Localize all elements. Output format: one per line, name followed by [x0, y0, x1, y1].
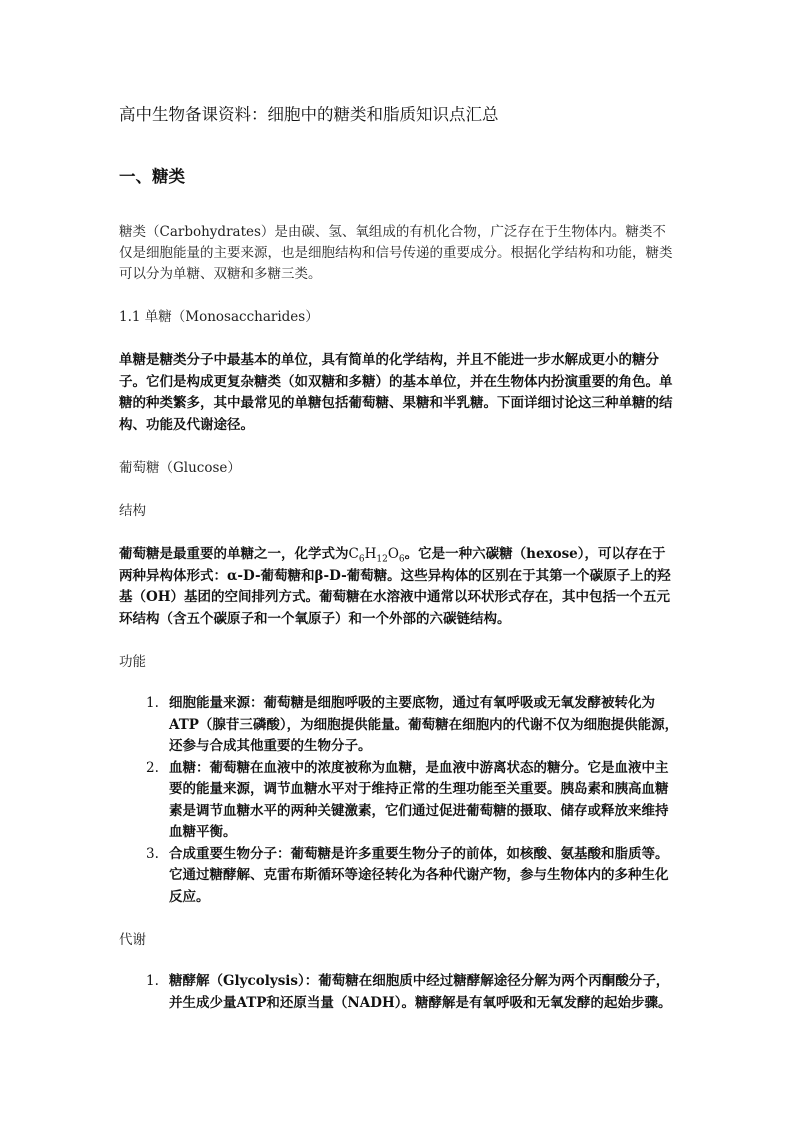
structure-label: 结构 [119, 503, 146, 519]
formula-c-sub: 6 [358, 554, 365, 565]
formula-c: C [348, 546, 359, 562]
list-item-text: 糖酵解（Glycolysis）：葡萄糖在细胞质中经过糖酵解途径分解为两个丙酮酸分子，并生成少量ATP和还原当量（NADH）。糖酵解是有氧呼吸和无氧发酵的起始步骤。 [169, 973, 672, 1011]
formula-o: O [387, 546, 399, 562]
list-number: 2. [146, 759, 159, 776]
list-item-text: 合成重要生物分子：葡萄糖是许多重要生物分子的前体，如核酸、氨基酸和脂质等。它通过糖酵解、克雷布斯循环等途径转化为各种代谢产物，参与生物体内的多种生化反应。 [169, 845, 669, 905]
formula-h-sub: 12 [376, 554, 388, 565]
document-title: 高中生物备课资料：细胞中的糖类和脂质知识点汇总 [119, 105, 499, 124]
list-item [119, 693, 679, 758]
metabolism-label: 代谢 [119, 932, 146, 948]
list-number: 3. [146, 845, 159, 862]
section-heading-carbohydrates: 一、糖类 [119, 167, 185, 186]
metabolism-list [119, 971, 679, 1014]
intro-paragraph: 糖类（Carbohydrates）是由碳、氢、氧组成的有机化合物，广泛存在于生物体内。糖类不仅是细胞能量的主要来源，也是细胞结构和信号传递的重要成分。根据化学结构和功能，糖类可以分为单糖、双糖和多糖三类。 [119, 224, 673, 282]
list-item [119, 844, 679, 909]
subsection-monosaccharides: 1.1 单糖（Monosaccharides） [119, 309, 319, 325]
glucose-heading: 葡萄糖（Glucose） [119, 460, 241, 476]
list-item-text: 细胞能量来源：葡萄糖是细胞呼吸的主要底物，通过有氧呼吸或无氧发酵被转化为ATP（腺苷三磷酸），为细胞提供能量。葡萄糖在细胞内的代谢不仅为细胞提供能源，还参与合成其他重要的生物分子。 [169, 695, 679, 754]
structure-paragraph [119, 544, 679, 630]
formula-h: H [364, 546, 377, 562]
formula-o-sub: 6 [398, 554, 405, 565]
structure-text-1: 葡萄糖是最重要的单糖之一，化学式为 [119, 546, 349, 562]
structure-text-2: 。它是一种六碳糖（hexose），可以存在于两种异构体形式：α-D-葡萄糖和β-D-葡萄糖。这些异构体的区别在于其第一个碳原子上的羟基（OH）基团的空间排列方式。葡萄糖在水溶液中通常以环状形式存在，其中包括一个五元环结构（含五个碳原子和一个氧原子）和一个外部的六碳链结构。 [119, 546, 671, 627]
list-item-text: 血糖：葡萄糖在血液中的浓度被称为血糖，是血液中游离状态的糖分。它是血液中主要的能量来源，调节血糖水平对于维持正常的生理功能至关重要。胰岛素和胰高血糖素是调节血糖水平的两种关键激素，它们通过促进葡萄糖的摄取、储存或释放来维持血糖平衡。 [169, 759, 669, 840]
list-item [119, 971, 679, 1014]
list-item [119, 758, 679, 844]
function-label: 功能 [119, 654, 146, 670]
monosaccharide-paragraph: 单糖是糖类分子中最基本的单位，具有简单的化学结构，并且不能进一步水解成更小的糖分子。它们是构成更复杂糖类（如双糖和多糖）的基本单位，并在生物体内扮演重要的角色。单糖的种类繁多，其中最常见的单糖包括葡萄糖、果糖和半乳糖。下面详细讨论这三种单糖的结构、功能及代谢途径。 [119, 352, 673, 433]
list-number: 1. [146, 695, 159, 711]
document-page [119, 100, 679, 1014]
list-number: 1. [146, 973, 159, 989]
function-list [119, 693, 679, 908]
